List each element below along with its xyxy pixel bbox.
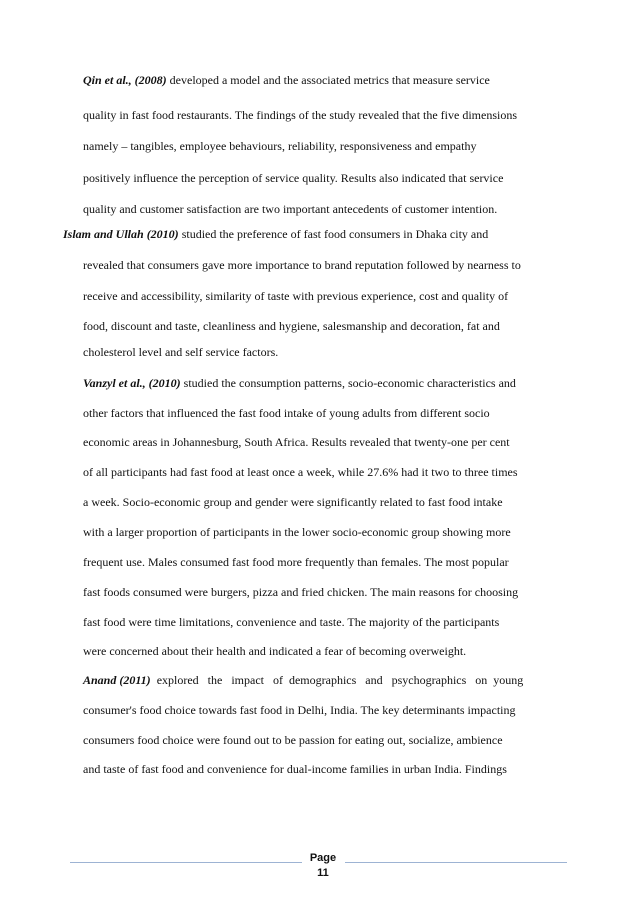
citation: Anand (2011) [83,673,151,687]
text-line [83,375,573,391]
text-line: fast foods consumed were burgers, pizza and fried chicken. The main reasons for choosing [83,585,519,599]
text-line [63,226,553,242]
page-number: 11 [317,867,329,879]
text-line: quality and customer satisfaction are two important antecedents of customer intention. [83,202,498,216]
line-text: studied the consumption patterns, socio-economic characteristics and [180,376,516,390]
text-line: other factors that influenced the fast food intake of young adults from different socio [83,406,490,420]
text-line: were concerned about their health and indicated a fear of becoming overweight. [83,644,467,658]
text-line: positively influence the perception of service quality. Results also indicated that service [83,171,504,185]
citation: Vanzyl et al., (2010) [83,376,181,390]
line-text: studied the preference of fast food consumers in Dhaka city and [178,227,489,241]
text-line: fast food were time limitations, convenience and taste. The majority of the participants [83,615,500,629]
text-line [83,72,573,88]
text-line: receive and accessibility, similarity of taste with previous experience, cost and quality of [83,289,509,303]
text-line: consumer's food choice towards fast food in Delhi, India. The key determinants impacting [83,703,516,717]
text-line: food, discount and taste, cleanliness and hygiene, salesmanship and decoration, fat and [83,319,500,333]
text-line: cholesterol level and self service factors. [83,345,279,359]
text-line: frequent use. Males consumed fast food more frequently than females. The most popular [83,555,509,569]
text-line: of all participants had fast food at least once a week, while 27.6% had it two to three times [83,465,518,479]
text-line: quality in fast food restaurants. The findings of the study revealed that the five dimensions [83,108,518,122]
text-line: consumers food choice were found out to be passion for eating out, socialize, ambience [83,733,503,747]
text-line: a week. Socio-economic group and gender were significantly related to fast food intake [83,495,503,509]
text-line: with a larger proportion of participants in the lower socio-economic group showing more [83,525,511,539]
line-text: explored the impact of demographics and psychographics on young [150,673,524,687]
text-line: and taste of fast food and convenience for dual-income families in urban India. Findings [83,762,507,776]
footer-rule-left [70,862,302,863]
citation: Islam and Ullah (2010) [63,227,179,241]
line-text: developed a model and the associated metrics that measure service [166,73,490,87]
footer-rule-right [345,862,567,863]
text-line: revealed that consumers gave more importance to brand reputation followed by nearness to [83,258,521,272]
citation: Qin et al., (2008) [83,73,167,87]
text-line: economic areas in Johannesburg, South Africa. Results revealed that twenty-one per cent [83,435,510,449]
text-line: namely – tangibles, employee behaviours, reliability, responsiveness and empathy [83,139,477,153]
page-label: Page [309,852,337,864]
text-line [83,672,573,688]
